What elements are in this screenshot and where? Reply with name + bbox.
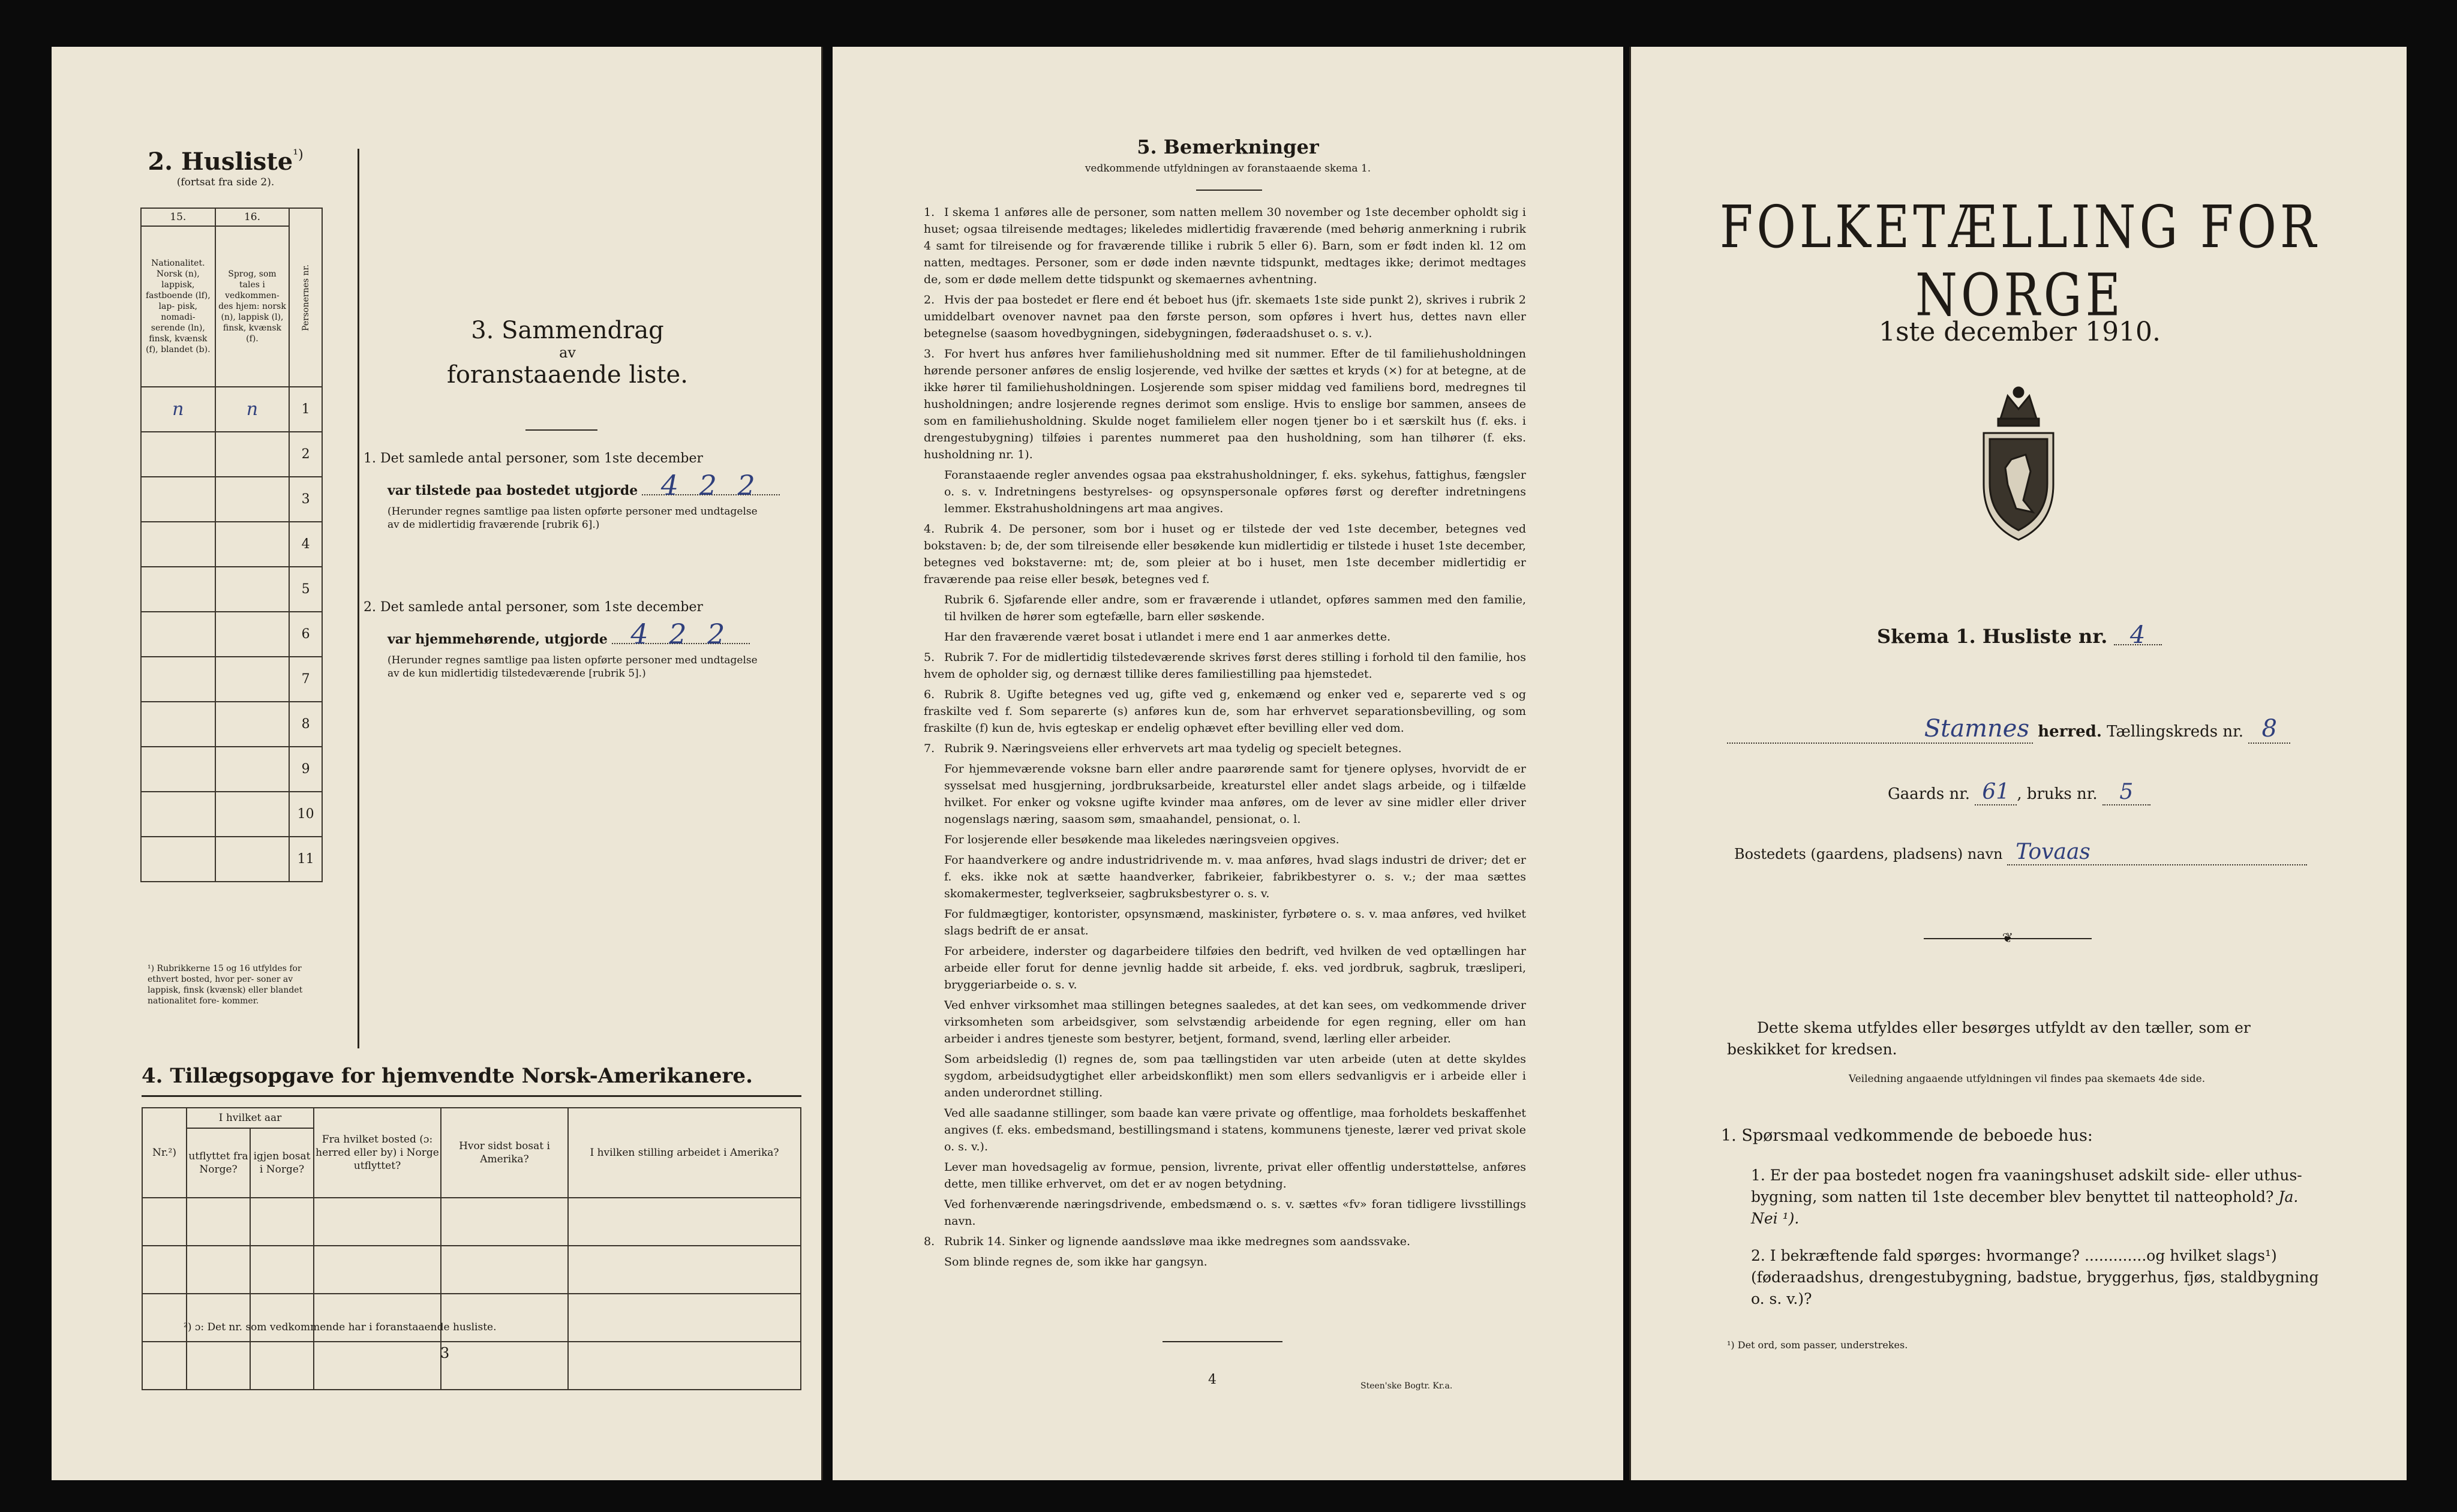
bemerkning-item: [924, 345, 1526, 463]
husliste-row: [141, 567, 322, 612]
tillaeg-col-fra-bosted: Fra hvilket bosted (ɔ: herred eller by) i Norge utflyttet?: [314, 1108, 441, 1198]
bemerkning-number: 8.: [924, 1235, 935, 1248]
col17-header: [289, 208, 322, 387]
bemerkning-number: 4.: [924, 522, 935, 536]
right-footnote: ¹) Det ord, som passer, understrekes.: [1727, 1339, 1908, 1351]
bemerkning-text: Rubrik 4. De personer, som bor i huset og er tilstede der ved 1ste december, betegnes ved bokstaven: b; de, der som tilreisende eller besøkende kun midlertidig er tilstede i huset 1ste december, betegnes ved bokstaverne: mt; de, som pleier at bo i huset, men 1ste december midlertidig er fraværende paa reise eller besøk, betegnes ved f.: [924, 522, 1526, 586]
tillaeg-col-hvor-sidst: Hvor sidst bosat i Amerika?: [441, 1108, 568, 1198]
herred-line: [1727, 715, 2290, 744]
husliste-row: [141, 387, 322, 432]
husliste-cell-nr: 4: [289, 522, 322, 567]
bemerkning-item: [924, 629, 1526, 645]
bemerkning-item: [924, 1233, 1526, 1250]
husliste-row: [141, 837, 322, 882]
husliste-cell-nr: 1: [289, 387, 322, 432]
item1-label: var tilstede paa bostedet utgjorde: [388, 483, 638, 498]
bemerkning-text: Som blinde regnes de, som ikke har gangsyn.: [944, 1255, 1208, 1268]
right-page: [1629, 47, 2407, 1480]
printer-mark: Steen'ske Bogtr. Kr.a.: [1360, 1381, 1453, 1391]
husliste-row: [141, 612, 322, 657]
bemerkning-text: For losjerende eller besøkende maa likeledes næringsveien opgives.: [944, 833, 1339, 846]
husliste-cell-nr: 5: [289, 567, 322, 612]
middle-page: [833, 47, 1623, 1480]
bemerkning-item: [924, 1159, 1526, 1192]
bemerkning-item: [924, 1254, 1526, 1270]
husliste-cell-nat: [141, 792, 215, 837]
bemerkning-item: [924, 1051, 1526, 1101]
bemerkning-text: Har den fraværende været bosat i utlandet i mere end 1 aar anmerkes dette.: [944, 630, 1391, 644]
husliste-cell-nat: [141, 567, 215, 612]
bemerkning-number: 5.: [924, 651, 935, 664]
bemerkning-item: [924, 831, 1526, 848]
bemerkning-text: For arbeidere, inderster og dagarbeidere tilføies den bedrift, ved hvilken de ved optællingen har arbeide eller forut for denne jevnlig hadde sit arbeide, f. eks. ved jordbruk, sagbruk, træsliperi, bryggeriarbeide o. s. v.: [944, 945, 1526, 991]
bemerkning-item: [924, 852, 1526, 902]
tillaeg-rule: [142, 1095, 801, 1097]
husliste-cell-nr: 6: [289, 612, 322, 657]
husliste-cell-nat: [141, 522, 215, 567]
bemerkning-item: [924, 906, 1526, 939]
bemerkning-text: Hvis der paa bostedet er flere end ét beboet hus (jfr. skemaets 1ste side punkt 2), skrives i rubrik 2 umiddelbart ovenover navnet paa den første person, som opføres i hvert hus, dettes navn eller betegnelse (saasom hovedbygningen, sidebygningen, føderaadshuset o. s. v.).: [924, 293, 1526, 340]
skema-value: 4: [2114, 626, 2162, 645]
bemerkning-text: Ved enhver virksomhet maa stillingen betegnes saaledes, at det kan sees, om vedkommende driver virksomheten som arbeidsgiver, som selvstændig arbeidende for egen regning, eller om han arbeider i andres tjeneste som bestyrer, betjent, formand, svend, lærling eller arbeider.: [944, 999, 1526, 1045]
col17-text: Personernes nr.: [301, 264, 311, 331]
tillaeg-row: [142, 1198, 801, 1246]
bemerkning-number: 7.: [924, 742, 935, 755]
bemerkning-item: [924, 997, 1526, 1047]
husliste-row: [141, 702, 322, 747]
tillaeg-col-utflyttet: utflyttet fra Norge?: [187, 1128, 250, 1198]
bosted-label: Bostedets (gaardens, pladsens) navn: [1734, 846, 2003, 862]
tillaeg-col-hvilket-aar: I hvilket aar: [187, 1108, 314, 1128]
bemerkning-text: Som arbeidsledig (l) regnes de, som paa tællingstiden var uten arbeide (uten at dette skyldes sygdom, arbeidsudygtighet eller arbeidskonflikt) men som ellers sedvanligvis er i arbeide eller i anden underordnet stilling.: [944, 1053, 1526, 1099]
husliste-cell-nr: 2: [289, 432, 322, 477]
bemerkning-item: [924, 1105, 1526, 1155]
coat-of-arms-icon: [1966, 383, 2071, 545]
col15-number: 15.: [141, 208, 215, 226]
husliste-cell-nat: [141, 432, 215, 477]
husliste-cell-nat: [141, 657, 215, 702]
bemerkninger-subtitle: vedkommende utfyldningen av foranstaaende skema 1.: [1085, 163, 1371, 175]
husliste-cell-sprog: [215, 837, 290, 882]
husliste-cell-nat: [141, 747, 215, 792]
left-page-number: 3: [440, 1345, 450, 1361]
item2-lead: 2. Det samlede antal personer, som 1ste december: [364, 600, 704, 615]
tillaeg-row: [142, 1246, 801, 1294]
husliste-row: [141, 432, 322, 477]
bemerkning-item: [924, 1196, 1526, 1230]
col16-number: 16.: [215, 208, 290, 226]
bemerkning-item: [924, 467, 1526, 517]
bemerkning-text: Rubrik 6. Sjøfarende eller andre, som er fraværende i utlandet, opføres sammen med den familie, til hvilken de hører som egtefælle, barn eller søskende.: [944, 593, 1526, 623]
bruks-value: 5: [2102, 780, 2150, 805]
husliste-subtitle: (fortsat fra side 2).: [176, 176, 275, 188]
bemerkning-text: Rubrik 9. Næringsveiens eller erhvervets art maa tydelig og specielt betegnes.: [944, 742, 1402, 755]
bemerkning-text: Rubrik 14. Sinker og lignende aandssløve maa ikke medregnes som aandssvake.: [944, 1235, 1411, 1248]
husliste-cell-sprog: [215, 792, 290, 837]
question-2: 2. I bekræftende fald spørges: hvormange? .............og hvilket slags¹) (føderaadshus, drengestubygning, badstue, bryggerhus, fjøs, staldbygning o. s. v.)?: [1751, 1247, 2319, 1307]
instruction-text: Dette skema utfyldes eller besørges utfyldt av den tæller, som er beskikket for kredsen.: [1727, 1019, 2251, 1058]
bemerkning-item: [924, 591, 1526, 625]
item1-lead: 1. Det samlede antal personer, som 1ste december: [364, 451, 704, 466]
item1-value: 4 2 2: [642, 476, 780, 495]
col16-header: Sprog, som tales i vedkommen- des hjem: norsk (n), lappisk (l), finsk, kvænsk (f).: [215, 226, 290, 387]
husliste-cell-nr: 10: [289, 792, 322, 837]
husliste-cell-sprog: [215, 432, 290, 477]
husliste-cell-nat: [141, 837, 215, 882]
instruction-small: Veiledning angaaende utfyldningen vil findes paa skemaets 4de side.: [1848, 1073, 2206, 1085]
husliste-cell-sprog: [215, 477, 290, 522]
bemerkning-text: Ved alle saadanne stillinger, som baade kan være private og offentlige, maa forholdets beskaffenhet angives (f. eks. embedsmand, bestillingsmand i statens, kommunens tjeneste, lærer ved privat skole o. s. v.).: [944, 1107, 1526, 1153]
gaards-line: [1888, 780, 2150, 805]
bosted-value: Tovaas: [2007, 840, 2307, 865]
bemerkning-item: [924, 204, 1526, 288]
tillaeg-heading: 4. Tillægsopgave for hjemvendte Norsk-Amerikanere.: [142, 1064, 753, 1088]
bemerkning-text: Foranstaaende regler anvendes ogsaa paa ekstrahusholdninger, f. eks. sykehus, fattighus, fængsler o. s. v. Indretningens bestyrelses- og opsynspersonale opføres først og derefter indretningens lemmer. Ekstrahusholdningens art maa angives.: [944, 468, 1526, 515]
husliste-title: 2. Husliste: [148, 148, 293, 176]
census-title: FOLKETÆLLING FOR NORGE: [1719, 193, 2320, 329]
husliste-cell-sprog: [215, 657, 290, 702]
husliste-cell-nr: 9: [289, 747, 322, 792]
tillaeg-col-stilling: I hvilken stilling arbeidet i Amerika?: [568, 1108, 801, 1198]
middle-bottom-rule: [1163, 1341, 1282, 1342]
sammendrag-heading: [400, 317, 735, 389]
tillaeg-footnote: ²) ɔ: Det nr. som vedkommende har i foranstaaende husliste.: [184, 1321, 497, 1333]
question-1: [1751, 1165, 2327, 1230]
husliste-cell-sprog: [215, 612, 290, 657]
bemerkninger-rule: [1196, 190, 1262, 191]
bruks-label: , bruks nr.: [2017, 785, 2098, 803]
sammendrag-item2: [364, 599, 807, 680]
bemerkninger-heading: [833, 136, 1623, 175]
husliste-cell-nr: 11: [289, 837, 322, 882]
bemerkning-item: [924, 943, 1526, 993]
item2-label: var hjemmehørende, utgjorde: [388, 632, 608, 647]
bosted-line: [1734, 840, 2307, 865]
column-divider: [358, 149, 359, 1048]
husliste-cell-sprog: n: [215, 387, 290, 432]
bemerkning-text: Lever man hovedsagelig av formue, pension, livrente, privat eller offentlig understøttelse, anføres dette, men tillike erhvervet, om det er av nogen betydning.: [944, 1161, 1526, 1191]
husliste-rows: [141, 387, 322, 882]
tillaeg-col-nr: Nr.²): [142, 1108, 187, 1198]
q1-text: 1. Er der paa bostedet nogen fra vaaningshuset adskilt side- eller uthus-bygning, som natten til 1ste december blev benyttet til natteophold?: [1751, 1167, 2302, 1206]
sammendrag-title: 3. Sammendrag: [471, 317, 664, 344]
census-date: 1ste december 1910.: [1878, 317, 2161, 347]
bemerkninger-title: 5. Bemerkninger: [1137, 136, 1319, 158]
husliste-cell-nat: n: [141, 387, 215, 432]
gaards-label: Gaards nr.: [1888, 785, 1971, 803]
sammendrag-av: av: [559, 344, 576, 361]
ornament-icon: ❦: [2002, 931, 2014, 946]
skema-label: Skema 1. Husliste nr.: [1877, 625, 2108, 648]
bemerkning-text: For fuldmægtiger, kontorister, opsynsmænd, maskinister, fyrbøtere o. s. v. maa anføres, ved hvilket slags bedrift de er ansat.: [944, 907, 1526, 937]
husliste-cell-sprog: [215, 702, 290, 747]
bemerkning-item: [924, 740, 1526, 757]
sammendrag-rule: [525, 429, 597, 431]
tillaeg-col-igjen: igjen bosat i Norge?: [250, 1128, 314, 1198]
middle-page-number: 4: [1208, 1372, 1217, 1387]
bemerkning-item: [924, 760, 1526, 828]
husliste-table: [140, 208, 323, 882]
bemerkning-text: For hvert hus anføres hver familiehusholdning med sit nummer. Efter de til familiehusholdningen hørende personer anføres de enslig losjerende, ved hvilke der sættes et kryds (×) for at betegne, at de ikke hører til familiehusholdningen. Losjerende som spiser middag ved familiens bord, medregnes til husholdningen; andre losjerende regnes derimot som enslige. Hvis to enslige bor sammen, ansees de som en familiehusholdning. Skulde noget familielem eller nogen tjener bo i et særskilt hus (f. eks. i drengestubygning) tilføies i parentes nummeret paa den husholdning, som han tilhører (f. eks. husholdning nr. 1).: [924, 347, 1526, 461]
bemerkning-number: 6.: [924, 688, 935, 701]
bemerkning-number: 1.: [924, 206, 935, 219]
bemerkning-item: [924, 686, 1526, 737]
husliste-cell-sprog: [215, 567, 290, 612]
bemerkning-text: For haandverkere og andre industridrivende m. v. maa anføres, hvad slags industri de driver; det er f. eks. ikke nok at sætte haandverker, fabrikeier, fabrikbestyrer o. s. v.; der maa sættes skomakermester, teglverkseier, sagbruksbestyrer o. s. v.: [944, 853, 1526, 900]
husliste-cell-sprog: [215, 747, 290, 792]
husliste-cell-nat: [141, 612, 215, 657]
question-heading: 1. Spørsmaal vedkommende de beboede hus:: [1721, 1126, 2093, 1145]
bemerkning-text: Rubrik 8. Ugifte betegnes ved ug, gifte ved g, enkemænd og enker ved e, separerte ved s og fraskilte ved f. Som separerte (s) anføres kun de, som har erhvervet separationsbevilling, og som fraskilte (f) kun de, hvis egteskap er endelig ophævet efter bevilling eller ved dom.: [924, 688, 1526, 735]
left-page: [52, 47, 823, 1480]
husliste-cell-nr: 8: [289, 702, 322, 747]
bemerkning-text: Ved forhenværende næringsdrivende, embedsmænd o. s. v. sættes «fv» foran tidligere livsstillings navn.: [944, 1198, 1526, 1228]
sammendrag-subtitle: foranstaaende liste.: [447, 361, 688, 389]
tillaeg-row: [142, 1294, 801, 1342]
col15-header: Nationalitet. Norsk (n), lappisk, fastboende (lf), lap- pisk, nomadi- serende (ln), finsk, kvænsk (f), blandet (b).: [141, 226, 215, 387]
sammendrag-item1: [364, 450, 807, 531]
gaards-value: 61: [1975, 780, 2017, 805]
skema-line: [1877, 621, 2162, 649]
bemerkninger-list: [924, 204, 1526, 1274]
husliste-cell-nat: [141, 477, 215, 522]
herred-value: Stamnes: [1727, 715, 2033, 744]
bemerkning-text: For hjemmeværende voksne barn eller andre paarørende samt for tjenere oplyses, hvorvidt de er sysselsat med husgjerning, jordbruksarbeide, kreaturstel eller andet slags arbeide, og i tilfælde hvilket. For enker og voksne ugifte kvinder maa anføres, om de lever av sine midler eller driver nogenslags næring, saasom søm, smaahandel, pensionat, o. l.: [944, 762, 1526, 826]
item2-note: (Herunder regnes samtlige paa listen opførte personer med undtagelse av de kun midlertidig tilstedeværende [rubrik 5].): [388, 654, 758, 680]
husliste-row: [141, 792, 322, 837]
husliste-row: [141, 477, 322, 522]
bemerkning-item: [924, 291, 1526, 342]
tillaeg-table: [142, 1107, 801, 1390]
husliste-cell-sprog: [215, 522, 290, 567]
husliste-cell-nr: 7: [289, 657, 322, 702]
item1-note: (Herunder regnes samtlige paa listen opførte personer med undtagelse av de midlertidig fraværende [rubrik 6].): [388, 506, 758, 531]
husliste-sup: ¹): [293, 148, 304, 163]
tillaeg-row: [142, 1342, 801, 1390]
herred-label: herred.: [2038, 723, 2102, 741]
q1-answer: Ja. Nei ¹).: [1751, 1188, 2299, 1227]
husliste-row: [141, 522, 322, 567]
husliste-row: [141, 657, 322, 702]
bemerkning-text: I skema 1 anføres alle de personer, som natten mellem 30 november og 1ste december opholdt sig i huset; ogsaa tilreisende medtages; likeledes midlertidig fraværende (med behørig anmerkning i rubrik 4 samt for tilreisende og for fraværende tillike i rubrik 5 eller 6). Barn, som er født inden kl. 12 om natten, medtages. Personer, som er døde inden nævnte tidspunkt, medtages ikke; derimot medtages de, som er døde mellem dette tidspunkt og skemaernes avhentning.: [924, 206, 1526, 286]
husliste-cell-nat: [141, 702, 215, 747]
husliste-heading: [142, 148, 310, 189]
bemerkning-number: 2.: [924, 293, 935, 306]
bemerkning-number: 3.: [924, 347, 935, 360]
kreds-label: Tællingskreds nr.: [2107, 723, 2243, 741]
husliste-footnote: ¹) Rubrikkerne 15 og 16 utfyldes for ethvert bosted, hvor per- soner av lappisk, finsk (kvænsk) eller blandet nationalitet fore- kommer.: [148, 964, 303, 1006]
husliste-row: [141, 747, 322, 792]
bemerkning-text: Rubrik 7. For de midlertidig tilstedeværende skrives først deres stilling i forhold til den familie, hos hvem de opholder sig, og dernæst tillike deres familiestilling paa hjemstedet.: [924, 651, 1526, 681]
bemerkning-item: [924, 649, 1526, 683]
item2-value: 4 2 2: [612, 625, 750, 644]
husliste-cell-nr: 3: [289, 477, 322, 522]
bemerkning-item: [924, 521, 1526, 588]
kreds-value: 8: [2248, 715, 2290, 744]
